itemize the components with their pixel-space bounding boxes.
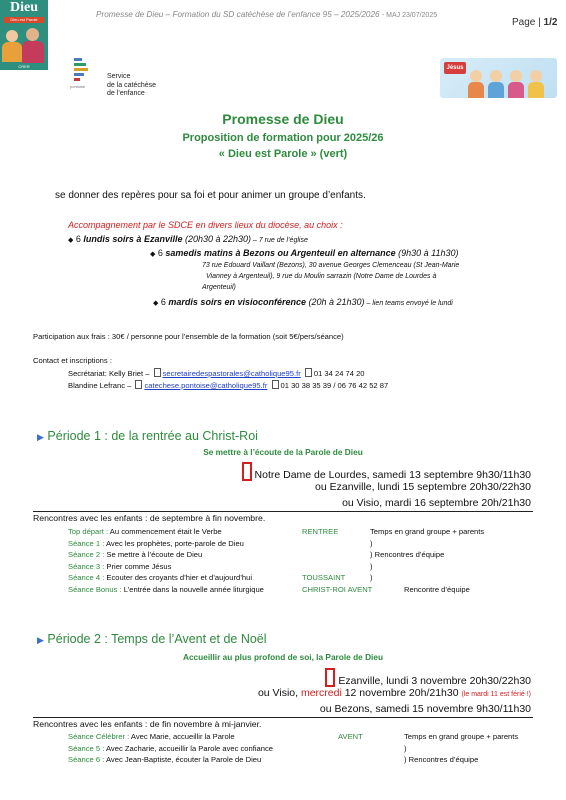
- period-2-date-3: ou Bezons, samedi 15 novembre 9h30/11h30: [319, 703, 531, 715]
- participation-fees: Participation aux frais : 30€ / personne pour l’ensemble de la formation (soit 5€/pers/séance): [33, 332, 344, 341]
- session-note: ) Rencontres d’équipe: [404, 755, 479, 765]
- session-note: ) Rencontres d’équipe: [370, 550, 445, 560]
- period-1-date-1: Notre Dame de Lourdes, samedi 13 septembre 9h30/11h30: [242, 462, 531, 481]
- secretariat-email-link[interactable]: secretairedespastorales@catholique95.fr: [162, 369, 301, 378]
- session-period-tag: CHRIST-ROI AVENT: [302, 585, 373, 594]
- session-line: [68, 527, 222, 536]
- session-title: Avec Jean-Baptiste, écouter la Parole de Dieu: [106, 755, 262, 765]
- booklet-cover-image: [0, 0, 48, 70]
- marker-icon: [242, 462, 252, 481]
- catechese-email-link[interactable]: catechese.pontoise@catholique95.fr: [144, 381, 268, 390]
- option-bezons-argenteuil: ◆ 6 samedis matins à Bezons ou Argenteuil en alternance (9h30 à 11h30): [150, 248, 459, 258]
- jesus-badge: Jésus: [444, 62, 466, 74]
- period-1-heading: ▶ Période 1 : de la rentrée au Christ-Roi: [37, 429, 258, 443]
- email-icon: [154, 368, 161, 377]
- period-2-date-1: Ezanville, lundi 3 novembre 20h30/22h30: [325, 668, 531, 687]
- session-note: ): [370, 538, 373, 548]
- option-ezanville: ◆ 6 lundis soirs à Ezanville (20h30 à 22h30) – 7 rue de l’église: [68, 234, 308, 244]
- running-title: Promesse de Dieu – Formation du SD catéchèse de l’enfance 95 – 2025/2026: [96, 10, 380, 19]
- page-title: Promesse de Dieu: [222, 111, 344, 127]
- session-label: Séance Célébrer :: [68, 732, 131, 741]
- accompaniment-heading: Accompagnement par le SDCE en divers lieux du diocèse, au choix :: [68, 220, 343, 230]
- cover-footer: CRER: [18, 64, 30, 69]
- contact-secretariat: Secrétariat: Kelly Briet – secretairedespastorales@catholique95.fr 01 34 24 74 20: [68, 369, 365, 378]
- update-date: - MAJ 23/07/2025: [381, 12, 438, 19]
- page-subtitle: Proposition de formation pour 2025/26: [182, 132, 384, 144]
- running-header: [96, 10, 437, 19]
- intro-text: se donner des repères pour sa foi et pour animer un groupe d’enfants.: [55, 190, 366, 201]
- cover-title: Dieu: [10, 0, 38, 15]
- session-line: [68, 732, 235, 741]
- children-illustration: [440, 58, 557, 98]
- phone-icon: [305, 368, 312, 377]
- session-label: Top départ :: [68, 527, 110, 536]
- session-note: ): [370, 561, 373, 571]
- period-2-heading: ▶ Période 2 : Temps de l’Avent et de Noël: [37, 632, 267, 646]
- session-label: Séance 2 :: [68, 550, 107, 560]
- session-note: Rencontre d’équipe: [404, 585, 470, 594]
- session-note: Temps en grand groupe + parents: [370, 527, 485, 536]
- session-title: Avec les prophètes, porte-parole de Dieu: [106, 538, 244, 548]
- session-title: Ecouter des croyants d’hier et d’aujourd’hui: [106, 573, 253, 583]
- session-line: [68, 744, 273, 753]
- address-line-3: Argenteuil): [202, 284, 236, 291]
- period-2-subtitle: Accueillir au plus profond de soi, la Parole de Dieu: [182, 652, 384, 662]
- session-label: Séance 6 :: [68, 755, 106, 765]
- diocese-logo: [70, 58, 88, 92]
- session-line: [68, 755, 261, 764]
- divider: [33, 511, 533, 512]
- page-theme: « Dieu est Parole » (vert): [218, 148, 348, 160]
- period-1-subtitle: Se mettre à l’écoute de la Parole de Dieu: [203, 447, 363, 457]
- session-period-tag: AVENT: [338, 732, 363, 741]
- contact-blandine: Blandine Lefranc – catechese.pontoise@catholique95.fr 01 30 38 35 39 / 06 76 42 52 87: [68, 381, 389, 390]
- address-line-1: 73 rue Edouard Vaillant (Bezons), 30 avenue Georges Clemenceau (St Jean-Marie: [202, 262, 460, 269]
- session-title: Avec Marie, accueillir la Parole: [130, 732, 235, 741]
- session-title: L’entrée dans la nouvelle année liturgique: [123, 585, 264, 594]
- session-label: Séance 5 :: [68, 743, 106, 753]
- session-label: Séance 3 :: [68, 561, 107, 571]
- session-line: [68, 539, 244, 548]
- session-line: [68, 585, 264, 594]
- session-line: [68, 562, 171, 571]
- logo-small-text: pontoise: [70, 84, 86, 89]
- session-label: Séance 1 :: [68, 538, 106, 548]
- divider: [33, 717, 533, 718]
- period-1-date-2: ou Ezanville, lundi 15 septembre 20h30/22h30: [315, 481, 531, 493]
- session-note: Temps en grand groupe + parents: [404, 732, 519, 741]
- session-label: Séance 4 :: [68, 573, 107, 583]
- session-title: Au commencement était le Verbe: [109, 527, 222, 536]
- page-number: Page | 1/2: [512, 17, 558, 28]
- period-2-rencontres: Rencontres avec les enfants : de fin novembre à mi-janvier.: [33, 719, 262, 729]
- phone-icon: [272, 380, 279, 389]
- session-period-tag: RENTREE: [302, 527, 339, 536]
- session-title: Avec Zacharie, accueillir la Parole avec confiance: [106, 743, 274, 753]
- session-label: Séance Bonus :: [68, 585, 124, 594]
- contact-heading: Contact et inscriptions :: [33, 356, 112, 365]
- session-period-tag: TOUSSAINT: [302, 573, 346, 583]
- email-icon: [135, 380, 142, 389]
- cover-subtitle: Dieu est Parole: [4, 17, 44, 23]
- session-note: ): [404, 743, 407, 753]
- session-title: Prier comme Jésus: [106, 561, 172, 571]
- session-line: [68, 550, 202, 559]
- address-line-2: Vianney à Argenteuil), 9 rue du Moulin sarrazin (Notre Dame de Lourdes à: [206, 273, 437, 280]
- period-1-date-3: ou Visio, mardi 16 septembre 20h/21h30: [342, 497, 531, 509]
- option-visio: ◆ 6 mardis soirs en visioconférence (20h à 21h30) – lien teams envoyé le lundi: [153, 297, 453, 307]
- period-2-date-2: ou Visio, mercredi 12 novembre 20h/21h30 (le mardi 11 est férié !): [257, 687, 531, 699]
- session-title: Se mettre à l’écoute de Dieu: [106, 550, 203, 560]
- period-1-rencontres: Rencontres avec les enfants : de septembre à fin novembre.: [33, 513, 266, 523]
- session-line: [68, 573, 252, 582]
- service-name: Service de la catéchèse de l’enfance: [107, 73, 157, 97]
- arrow-right-icon: ▶: [37, 432, 44, 442]
- session-note: ): [370, 573, 373, 583]
- marker-icon: [325, 668, 335, 687]
- arrow-right-icon: ▶: [37, 635, 44, 645]
